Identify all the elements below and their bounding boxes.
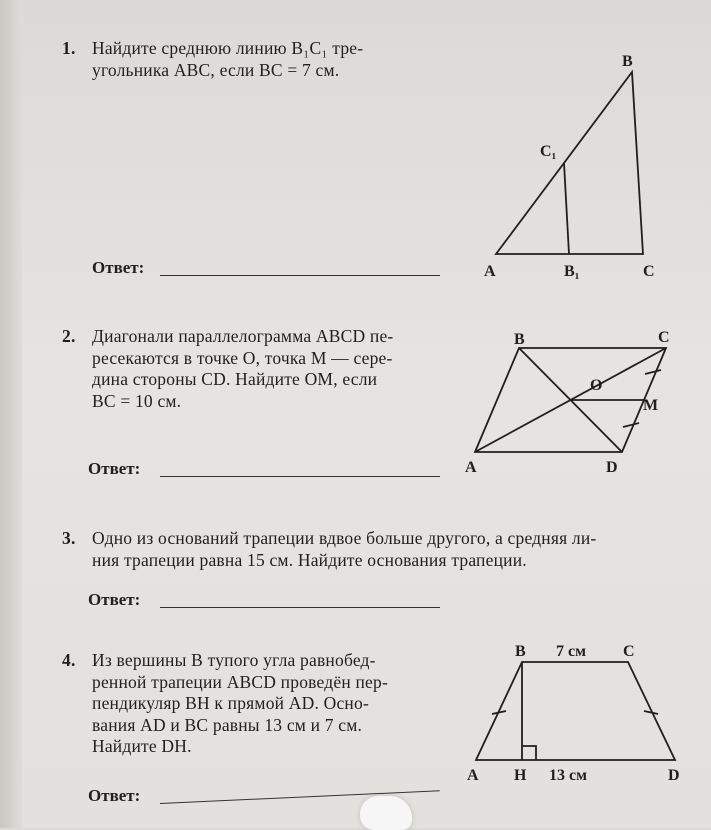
label-c: C (643, 263, 655, 280)
task-text: Найдите среднюю линию B₁C₁ тре- угольника ABC, если BC = 7 см. (92, 38, 364, 80)
label-m: M (643, 397, 659, 414)
label-c: C (623, 643, 635, 660)
glare-spot (360, 796, 412, 830)
task-number: 2. (62, 326, 76, 346)
answer-label: Ответ: (88, 786, 141, 805)
label-b: B (515, 643, 526, 660)
answer-label: Ответ: (88, 590, 141, 609)
task-text: Диагонали параллелограмма ABCD пе- ресекаются в точке O, точка M — сере- дина стороны CD. Найдите OM, если BC = 10 см. (92, 326, 394, 411)
label-a: A (484, 263, 496, 280)
label-c: C (658, 329, 670, 346)
tick-mark (645, 370, 661, 374)
tick-mark (623, 423, 639, 427)
answer-label: Ответ: (88, 459, 141, 478)
label-b: B (622, 53, 633, 70)
label-d: D (668, 767, 680, 784)
label-o: O (590, 377, 603, 394)
label-c1: C₁ (540, 143, 557, 160)
label-a: A (465, 459, 477, 476)
label-b: B (514, 331, 525, 348)
task-text: Одно из оснований трапеции вдвое больше другого, а средняя ли- ния трапеции равна 15 см. Найдите основания трапеции. (92, 528, 597, 570)
right-angle-mark (522, 746, 536, 760)
trapezoid-figure (476, 662, 675, 760)
task-number: 4. (62, 650, 76, 670)
label-ad-length: 13 см (549, 767, 587, 784)
task-text: Из вершины B тупого угла равнобед- ренной трапеции ABCD проведён пер- пендикуляр BH к прямой AD. Осно- вания AD и BC равны 13 см и 7 см. Найдите DH. (92, 650, 388, 756)
triangle-abc (496, 72, 643, 254)
task-number: 1. (62, 38, 76, 58)
label-b1: B₁ (564, 263, 580, 280)
answer-label: Ответ: (92, 258, 145, 277)
midline-b1c1 (564, 163, 569, 254)
parallelogram-figure (475, 348, 666, 452)
label-a: A (467, 767, 479, 784)
task-number: 3. (62, 528, 76, 548)
label-d: D (606, 459, 618, 476)
label-h: H (514, 767, 527, 784)
triangle-figure (496, 72, 643, 254)
label-bc-length: 7 см (556, 643, 586, 660)
